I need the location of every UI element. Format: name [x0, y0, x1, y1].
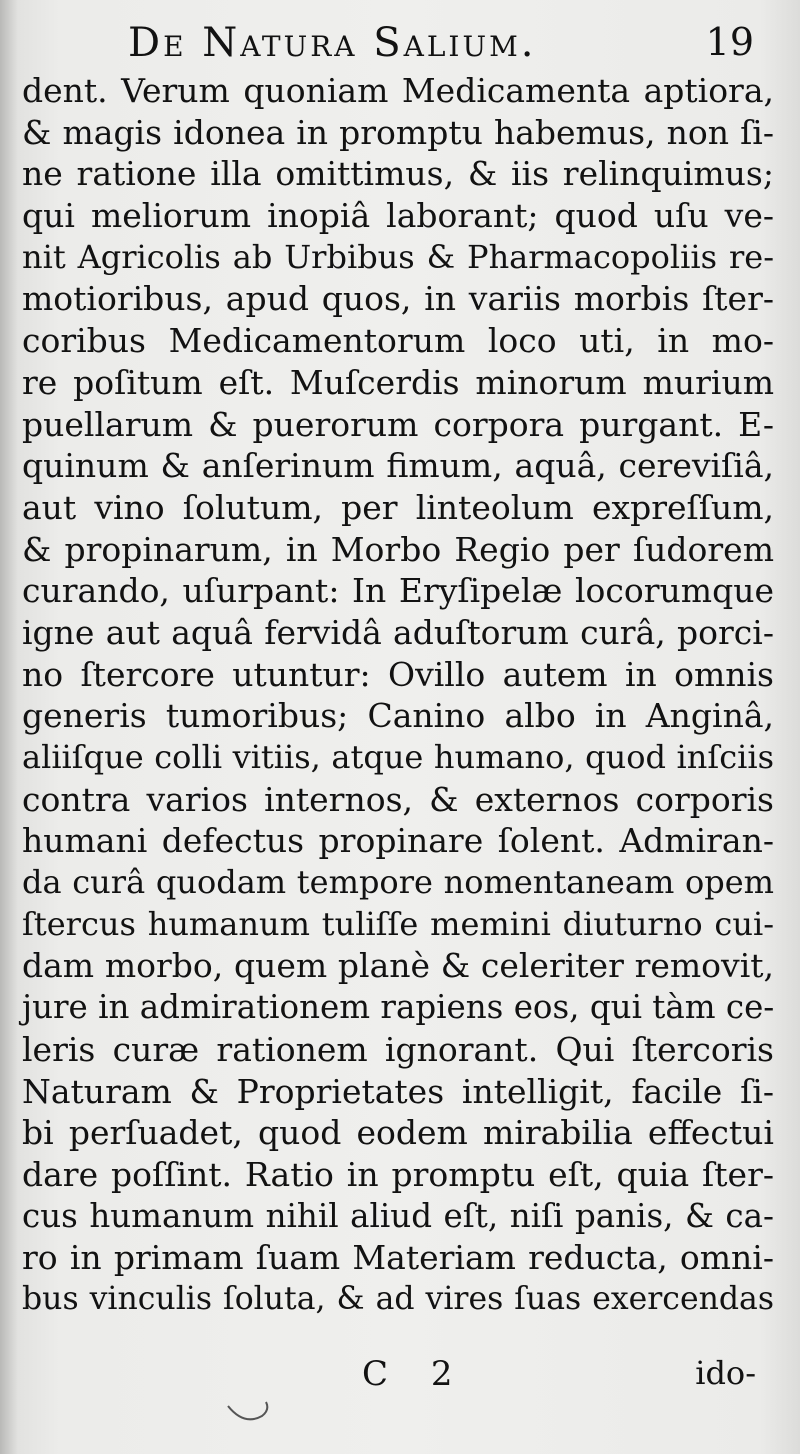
- text-line: & magis idonea in promptu habemus, non ſi-: [22, 112, 774, 152]
- text-line: dare poſſint. Ratio in promptu eſt, quia ſter-: [22, 1154, 774, 1194]
- text-line: aut vino ſolutum, per linteolum expreſſum,: [22, 487, 774, 527]
- signature-mark: C 2: [362, 1354, 469, 1394]
- text-line: igne aut aquâ fervidâ aduſtorum curâ, porci-: [22, 612, 774, 652]
- text-line: ro in primam ſuam Materiam reducta, omni-: [22, 1238, 774, 1278]
- text-line: leris curæ rationem ignorant. Qui ſtercoris: [22, 1029, 774, 1069]
- text-line: re poſitum eſt. Muſcerdis minorum murium: [22, 362, 774, 402]
- running-head: De Natura Salium.: [128, 20, 537, 66]
- ink-blemish-icon: [220, 1392, 280, 1432]
- text-line: ſtercus humanum tuliſſe memini diuturno cui-: [22, 904, 774, 943]
- text-line: Naturam & Proprietates intelligit, facile ſi-: [22, 1071, 774, 1111]
- page-header: [0, 18, 800, 78]
- page-footer: [0, 1354, 800, 1404]
- text-line: contra varios internos, & externos corporis: [22, 779, 774, 819]
- text-line: & propinarum, in Morbo Regio per ſudorem: [22, 529, 774, 569]
- page-number: 19: [705, 20, 754, 64]
- text-line: aliiſque colli vitiis, atque humano, quod inſciis: [22, 738, 774, 776]
- text-line: no ſtercore utuntur: Ovillo autem in omnis: [22, 654, 774, 694]
- catchword: ido-: [695, 1354, 756, 1392]
- text-line: qui meliorum inopiâ laborant; quod uſu ve-: [22, 196, 774, 236]
- text-line: da curâ quodam tempore nomentaneam opem: [22, 863, 774, 902]
- text-line: nit Agricolis ab Urbibus & Pharmacopoliis re-: [22, 237, 774, 276]
- text-line: cus humanum nihil aliud eſt, niſi panis, & ca-: [22, 1196, 774, 1235]
- text-line: motioribus, apud quos, in variis morbis ſter-: [22, 279, 774, 319]
- body-text: [22, 70, 774, 1321]
- text-line: curando, uſurpant: In Eryſipelæ locorumque: [22, 571, 774, 611]
- text-line: generis tumoribus; Canino albo in Anginâ,: [22, 696, 774, 736]
- text-line: bus vinculis ſoluta, & ad vires ſuas exercendas: [22, 1280, 774, 1317]
- text-line: dam morbo, quem planè & celeriter removit,: [22, 946, 774, 986]
- text-line: quinum & anſerinum fimum, aquâ, cereviſiâ,: [22, 446, 774, 486]
- text-line: coribus Medicamentorum loco uti, in mo-: [22, 321, 774, 361]
- text-line: ne ratione illa omittimus, & iis relinquimus;: [22, 154, 774, 194]
- text-line: puellarum & puerorum corpora purgant. E-: [22, 404, 774, 444]
- text-line: bi perſuadet, quod eodem mirabilia effectui: [22, 1113, 774, 1153]
- text-line: jure in admirationem rapiens eos, qui tàm ce-: [22, 988, 775, 1027]
- text-line: humani defectus propinare ſolent. Admiran-: [22, 821, 774, 861]
- text-line: dent. Verum quoniam Medicamenta aptiora,: [22, 71, 774, 110]
